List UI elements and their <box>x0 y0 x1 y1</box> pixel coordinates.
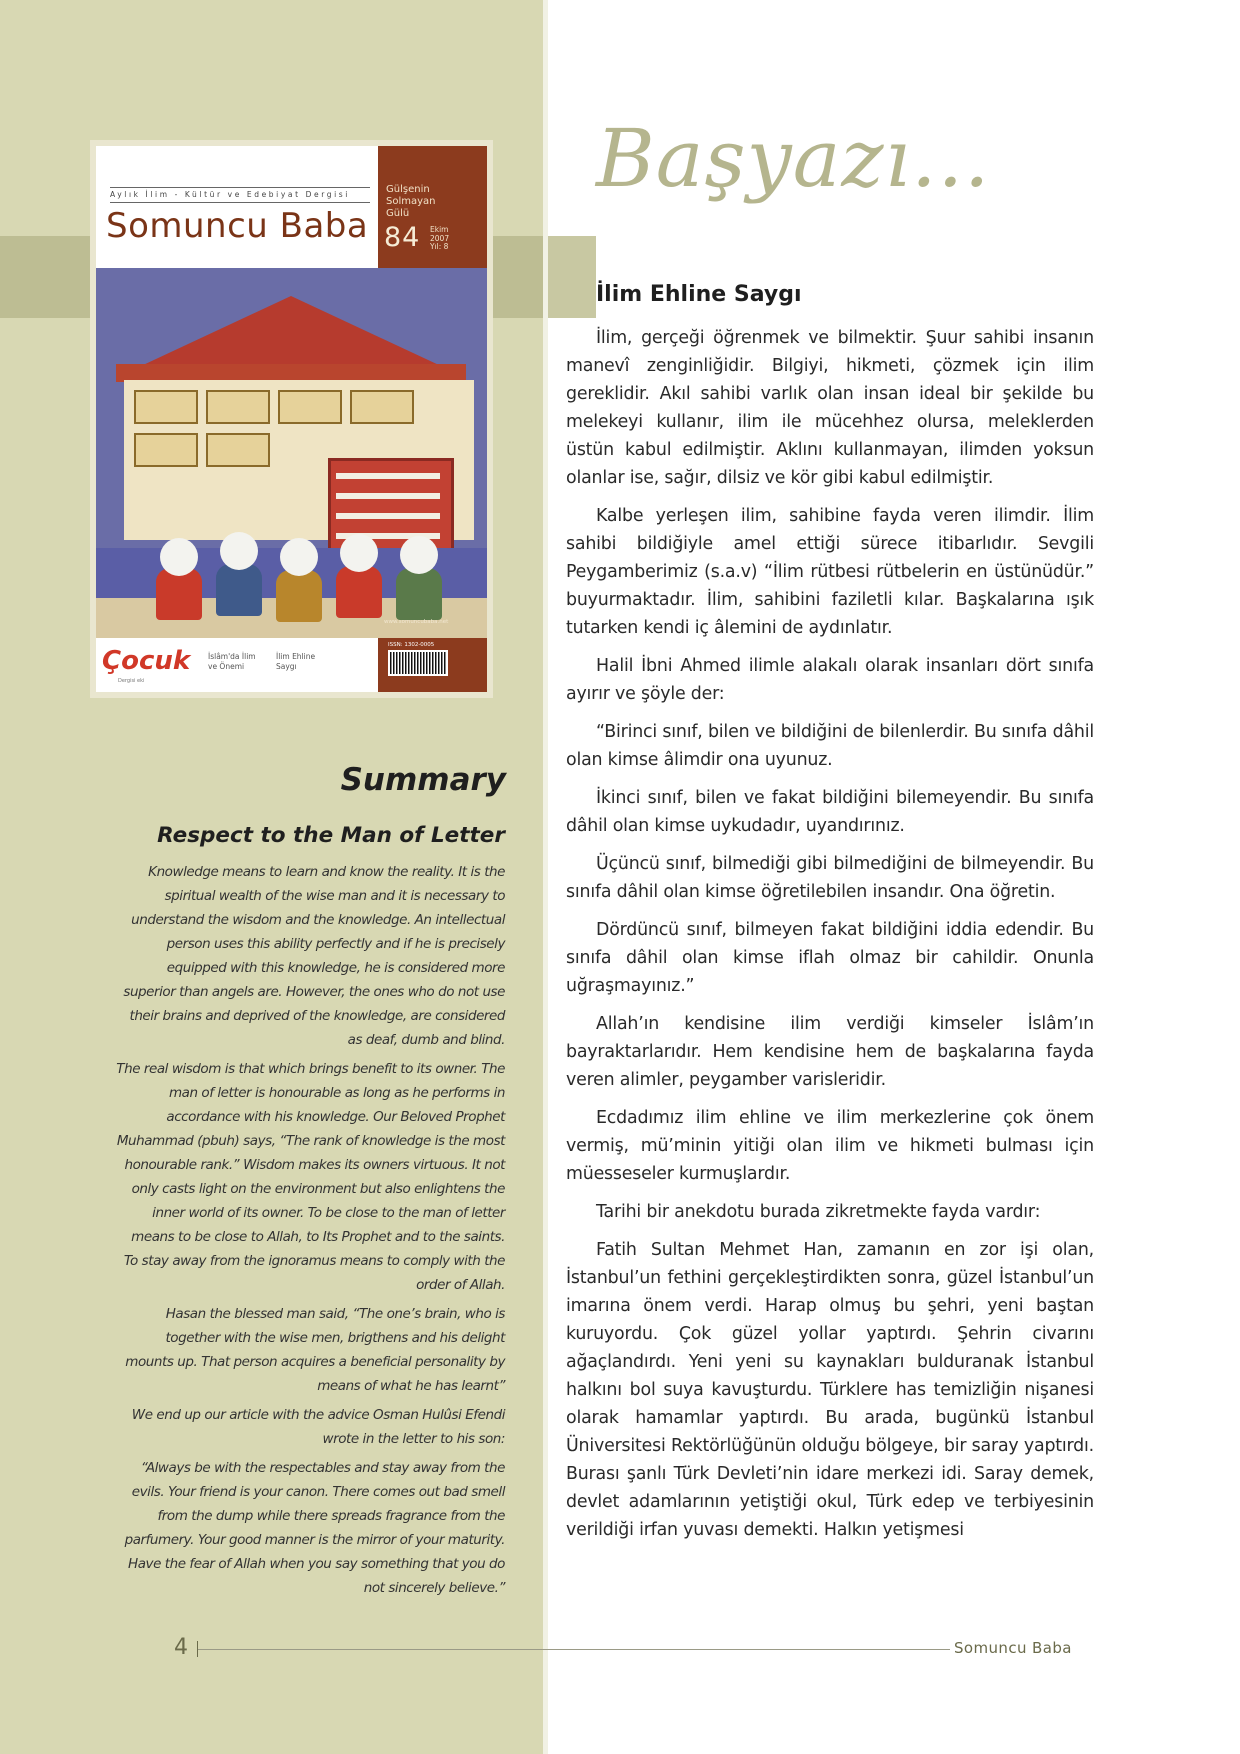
painting-calligraphy-panel <box>350 390 414 424</box>
article-body <box>566 324 1094 1554</box>
article-title: İlim Ehline Saygı <box>596 282 802 307</box>
barcode-icon <box>388 650 448 676</box>
article-paragraph: Fatih Sultan Mehmet Han, zamanın en zor işi olan, İstanbul’un fethini gerçekleştirdikten sonra, güzel İstanbul’un imarına önem verdi. Harap olmuş bu şehri, yeni baştan kuruyordu. Çok güzel yollar yaptırdı. Şehrin civarını ağaçlandırdı. Yeni yeni su kaynakları bulduranak İstanbul halkını bol suya kavuşturdu. Türklere has temizliğin nişanesi olarak hamamlar yaptırdı. Bu arada, bugünkü İstanbul Üniversitesi Rektörlüğünün olduğu bölgeye, bir saray yaptırdı. Burası şanlı Türk Devleti’nin idare merkezi idi. Saray demek, devlet adamlarının yetiştiği okul, Türk edep ve terbiyesinin verildiği irfan yuvası demekti. Halkın yetişmesi <box>566 1240 1094 1540</box>
painting-book-row <box>336 513 440 519</box>
summary-heading: Summary <box>340 762 506 798</box>
cover-note-right: İlim Ehline Saygı <box>276 652 316 671</box>
accent-band-left <box>0 236 92 318</box>
painting-calligraphy-panel <box>134 390 198 424</box>
footer-rule <box>198 1649 950 1650</box>
article-paragraph: Üçüncü sınıf, bilmediği gibi bilmediğini de bilmeyendir. Bu sınıfa dâhil olan kimse öğretilebilen insandır. Ona öğretin. <box>566 854 1094 902</box>
article-paragraph: Tarihi bir anekdotu burada zikretmekte fayda vardır: <box>596 1202 1041 1222</box>
cover-footer <box>96 638 378 692</box>
magazine-cover-image <box>96 146 487 692</box>
cover-miniature-painting <box>96 268 487 638</box>
article-paragraph: Halil İbni Ahmed ilimle alakalı olarak insanları dört sınıfa ayırır ve şöyle der: <box>566 656 1094 704</box>
summary-subheading: Respect to the Man of Letter <box>157 823 505 848</box>
painting-figure-turban <box>220 532 258 570</box>
summary-body <box>115 860 505 1605</box>
article-paragraph: İlim, gerçeği öğrenmek ve bilmektir. Şuur sahibi insanın manevî zenginliğidir. Bilgiyi, hikmeti, çözmek için ilim gereklidir. Akıl sahibi varlık olan insan ideal bir şekilde bu melekeyi kullanır, ilim ile mücehhez olursa, meleklerden üstün kabul edilmiştir. Aklını kullanmayan, ilimden yoksun olanlar ise, sağır, dilsiz ve kör gibi kabul edilmiştir. <box>566 328 1094 488</box>
cocuk-logo: Çocuk <box>102 646 191 676</box>
cover-tagline: Aylık İlim - Kültür ve Edebiyat Dergisi <box>110 190 350 199</box>
painting-figure-turban <box>340 534 378 572</box>
cover-issn: ISSN: 1302-0005 <box>388 642 435 648</box>
article-paragraph: Kalbe yerleşen ilim, sahibine fayda veren ilimdir. İlim sahibi bildiğiyle amel ettiği sürece itibarlıdır. Sevgili Peygamberimiz (s.a.v) “İlim rütbesi rütbelerin en üstünüdür.” buyurmaktadır. İlim, sahibini faziletli kılar. Başkalarına ışık tutarken kendi iç âlemini de aydınlatır. <box>566 506 1094 638</box>
summary-paragraph: We end up our article with the advice Osman Hulûsi Efendi wrote in the letter to his son: <box>131 1407 505 1447</box>
article-paragraph: Ecdadımız ilim ehline ve ilim merkezlerine çok önem vermiş, mü’minin yitiği olan ilim ve hikmeti bulması için müesseseler kurmuşlardır. <box>566 1108 1094 1184</box>
cover-side-text: Gülşenin Solmayan Gülü <box>386 184 436 219</box>
cover-rule-bottom <box>110 202 370 203</box>
painting-figure-robe <box>396 568 442 620</box>
footer-brand: Somuncu Baba <box>954 1639 1072 1657</box>
painting-calligraphy-panel <box>206 433 270 467</box>
cover-side-panel <box>378 146 487 268</box>
painting-book-row <box>336 493 440 499</box>
article-paragraph: İkinci sınıf, bilen ve fakat bildiğini bilemeyendir. Bu sınıfa dâhil olan kimse uykudadır, uyandırınız. <box>566 788 1094 836</box>
accent-band-right <box>548 236 596 318</box>
painting-figure-robe <box>276 570 322 622</box>
painting-book-row <box>336 473 440 479</box>
painting-figure-robe <box>336 566 382 618</box>
cover-issue-number: 84 <box>384 222 421 253</box>
cover-issue-date: Ekim 2007 Yıl: 8 <box>430 225 450 251</box>
article-paragraph: Dördüncü sınıf, bilmeyen fakat bildiğini iddia edendir. Bu sınıfa dâhil olan kimse iflah olmaz bir cahildir. Onunla uğraşmayınız.” <box>566 920 1094 996</box>
cover-note-left: İslâm'da İlim ve Önemi <box>208 652 256 671</box>
section-title: Başyazı... <box>596 112 991 205</box>
article-paragraph: Allah’ın kendisine ilim verdiği kimseler İslâm’ın bayraktarlarıdır. Hem kendisine hem de başkalarına fayda veren alimler, peygamber varisleridir. <box>566 1014 1094 1090</box>
cover-rule-top <box>110 187 370 188</box>
cover-footer-panel <box>378 638 487 692</box>
cocuk-logo-subtitle: Dergisi eki <box>118 678 145 684</box>
page-number: 4 <box>174 1635 188 1660</box>
painting-roof <box>141 296 441 366</box>
article-paragraph: “Birinci sınıf, bilen ve bildiğini de bilenlerdir. Bu sınıfa dâhil olan kimse âlimdir ona uyunuz. <box>566 722 1094 770</box>
summary-paragraph: “Always be with the respectables and stay away from the evils. Your friend is your canon. There comes out bad smell from the dump while there spreads fragrance from the parfumery. Your good manner is the mirror of your maturity. Have the fear of Allah when you say something that you do not sincerely believe.” <box>124 1460 505 1596</box>
cover-header <box>96 146 378 268</box>
cover-title: Somuncu Baba <box>106 206 369 246</box>
painting-figure-turban <box>280 538 318 576</box>
painting-calligraphy-panel <box>278 390 342 424</box>
painting-figure-turban <box>400 536 438 574</box>
painting-figure-turban <box>160 538 198 576</box>
accent-band-middle <box>485 236 543 318</box>
summary-paragraph: Hasan the blessed man said, “The one’s brain, who is together with the wise men, brigthens and his delight mounts up. That person acquires a beneficial personality by means of what he has learnt” <box>125 1306 505 1394</box>
painting-calligraphy-panel <box>134 433 198 467</box>
cover-url: www.somuncubaba.net <box>384 619 449 625</box>
summary-paragraph: Knowledge means to learn and know the reality. It is the spiritual wealth of the wise man and it is necessary to understand the wisdom and the knowledge. An intellectual person uses this ability perfectly and if he is precisely equipped with this knowledge, he is considered more superior than angels are. However, the ones who do not use their brains and deprived of the knowledge, are considered as deaf, dumb and blind. <box>123 864 505 1048</box>
painting-figure-robe <box>216 564 262 616</box>
painting-calligraphy-panel <box>206 390 270 424</box>
summary-paragraph: The real wisdom is that which brings benefit to its owner. The man of letter is honourable as long as he performs in accordance with his knowledge. Our Beloved Prophet Muhammad (pbuh) says, “The rank of knowledge is the most honourable rank.” Wisdom makes its owners virtuous. It not only casts light on the environment but also enlightens the inner world of its owner. To be close to the man of letter means to be close to Allah, to Its Prophet and to the saints. To stay away from the ignoramus means to comply with the order of Allah. <box>116 1061 505 1293</box>
